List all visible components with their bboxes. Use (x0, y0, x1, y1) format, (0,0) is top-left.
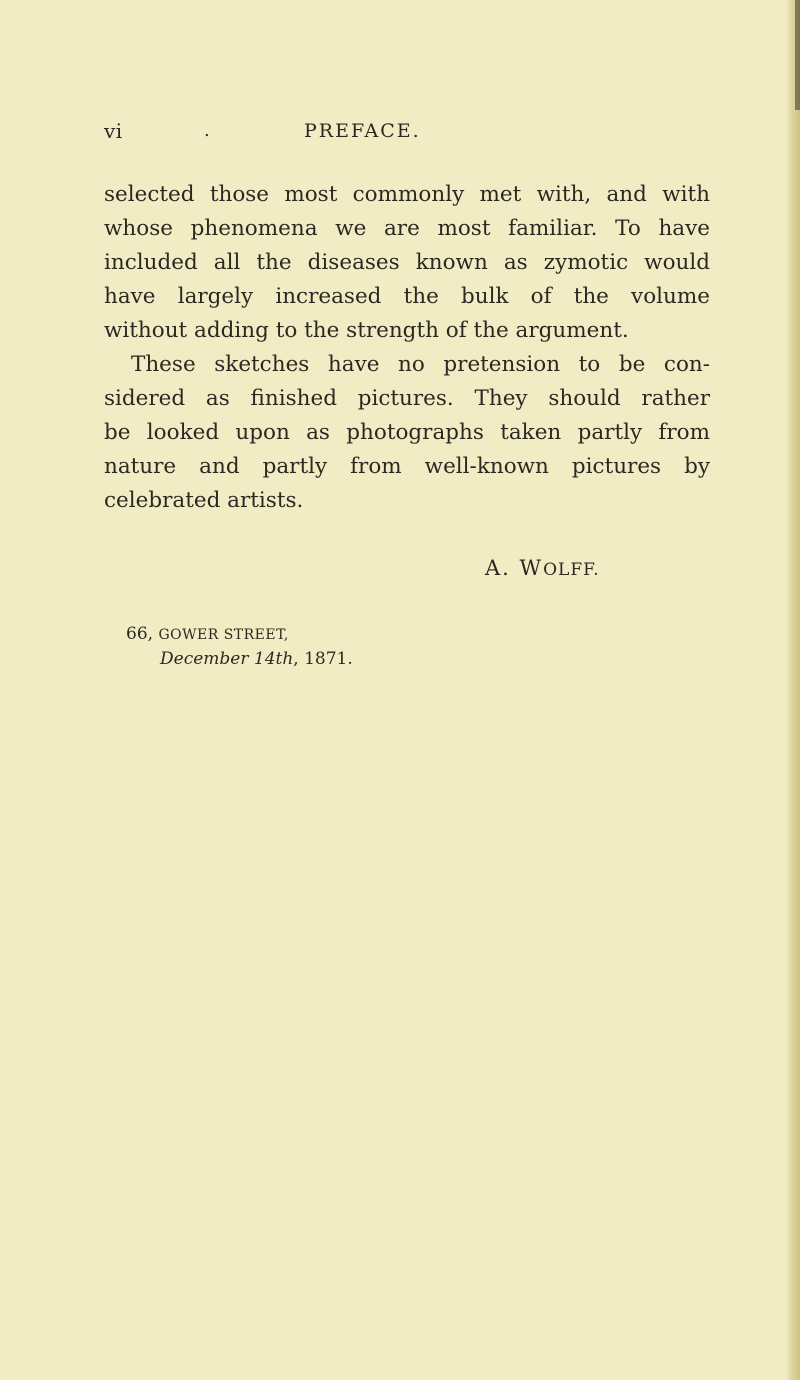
running-head: PREFACE. (304, 120, 421, 142)
header-separator: . (204, 120, 211, 141)
text-line: nature and partly from well-known pictures by (104, 454, 710, 479)
text-line: be looked upon as photographs taken partly from (104, 420, 710, 445)
date-month: December (160, 649, 249, 669)
page-number: vi (104, 119, 123, 143)
author-address (126, 622, 289, 647)
text-line: whose phenomena we are most familiar. To have (104, 216, 710, 241)
address-street: GOWER STREET, (158, 627, 289, 643)
text-line: celebrated artists. (104, 488, 304, 513)
preface-body (104, 178, 710, 518)
page-edge-shadow (786, 0, 800, 1380)
text-line: have largely increased the bulk of the volume (104, 284, 710, 309)
page-edge-mark (795, 0, 800, 110)
page-header (104, 116, 704, 146)
date-year: , 1871. (293, 649, 353, 669)
text-line: selected those most commonly met with, and with (104, 182, 710, 207)
date-day: 14th (253, 649, 294, 669)
preface-date (160, 647, 353, 671)
text-line: sidered as finished pictures. They should rather (104, 386, 710, 411)
author-signature (485, 553, 600, 585)
text-line: included all the diseases known as zymotic would (104, 250, 710, 275)
signature-surname: OLFF. (543, 560, 600, 580)
signature-initial: A. W (485, 556, 544, 580)
text-line: without adding to the strength of the argument. (104, 318, 629, 343)
address-number: 66, (126, 624, 159, 644)
text-line: These sketches have no pretension to be con- (131, 352, 710, 377)
